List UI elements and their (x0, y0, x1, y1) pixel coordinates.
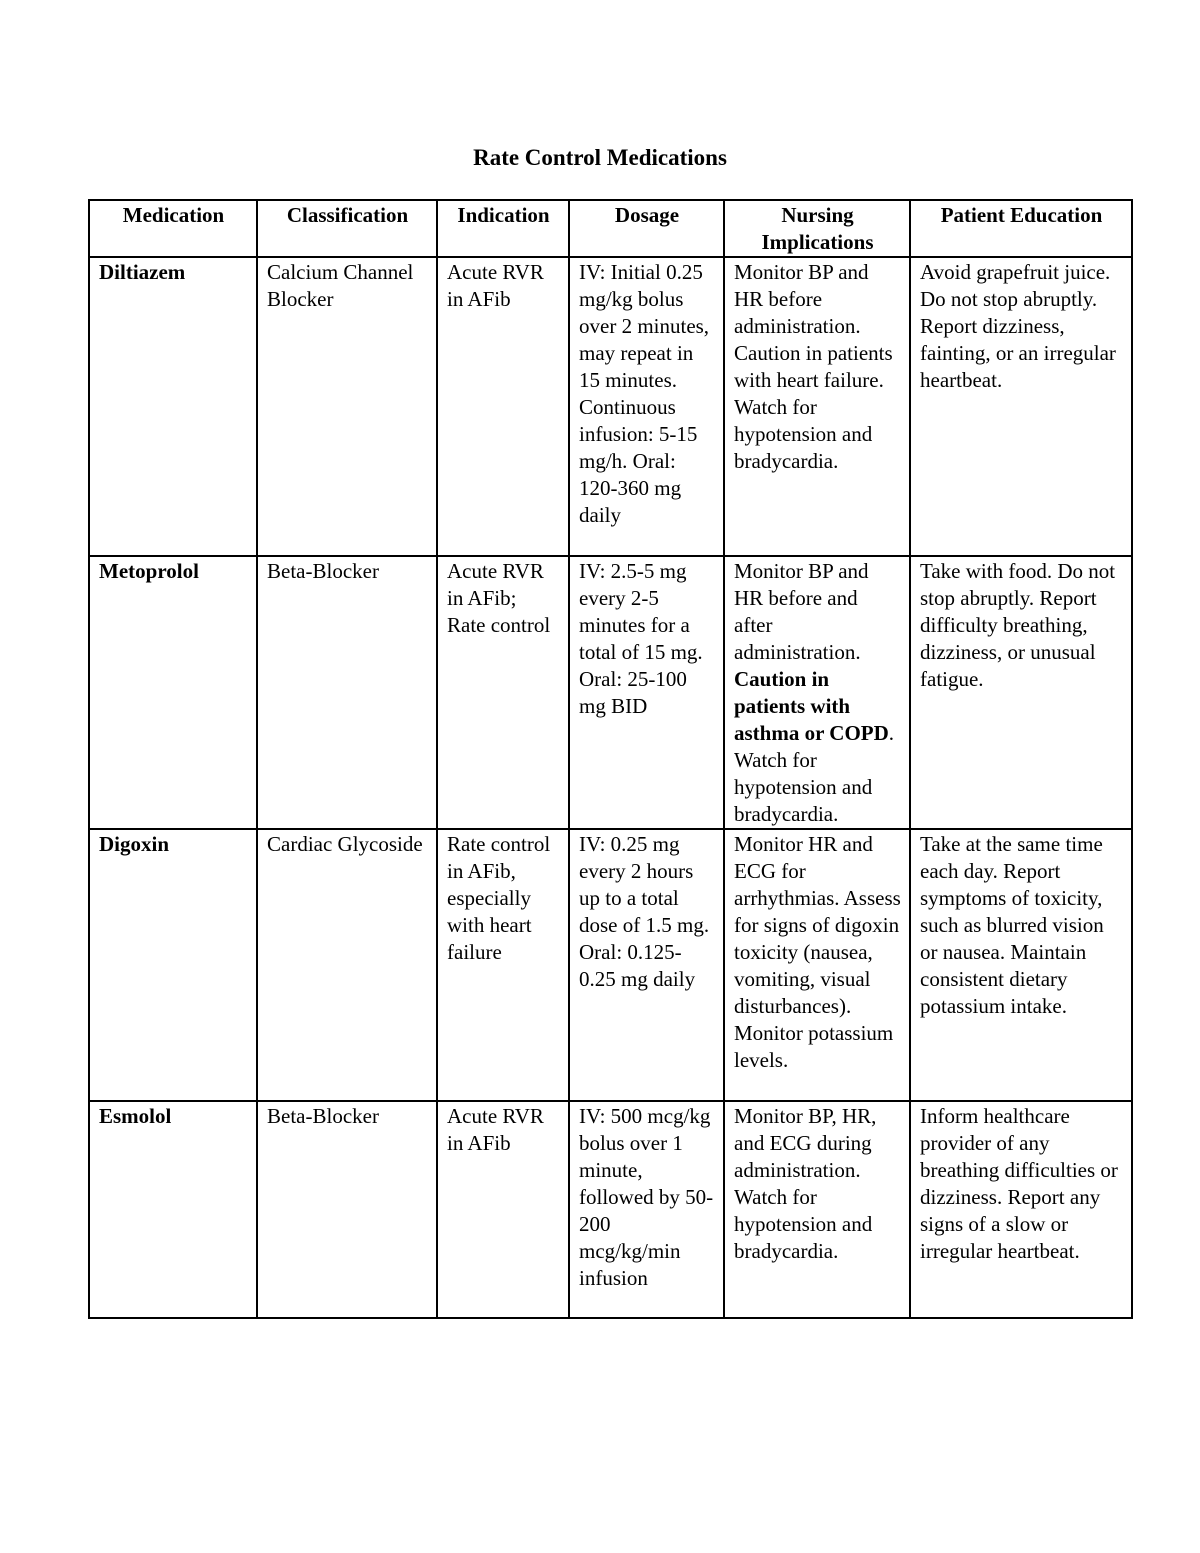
classification-cell: Beta-Blocker (257, 1101, 437, 1318)
dosage-cell: IV: 2.5-5 mg every 2-5 minutes for a total of 15 mg. Oral: 25-100 mg BID (569, 556, 724, 829)
column-header-classification: Classification (257, 200, 437, 257)
table-header-row (89, 200, 1132, 257)
table-row (89, 829, 1132, 1101)
nursing-text-post: . Watch for hypotension and bradycardia. (734, 721, 895, 826)
nursing-implications-cell (724, 829, 910, 1101)
classification-cell: Cardiac Glycoside (257, 829, 437, 1101)
classification-cell: Beta-Blocker (257, 556, 437, 829)
dosage-cell: IV: 0.25 mg every 2 hours up to a total dose of 1.5 mg. Oral: 0.125-0.25 mg daily (569, 829, 724, 1101)
medications-table (88, 199, 1133, 1319)
medication-cell: Metoprolol (89, 556, 257, 829)
dosage-cell: IV: 500 mcg/kg bolus over 1 minute, followed by 50-200 mcg/kg/min infusion (569, 1101, 724, 1318)
nursing-text: Monitor BP and HR before administration. Caution in patients with heart failure. Watch for hypotension and bradycardia. (734, 260, 893, 473)
column-header-patient-education: Patient Education (910, 200, 1132, 257)
nursing-text: Monitor HR and ECG for arrhythmias. Assess for signs of digoxin toxicity (nausea, vomiting, visual disturbances). Monitor potassium levels. (734, 832, 901, 1072)
nursing-implications-cell (724, 257, 910, 556)
classification-cell: Calcium Channel Blocker (257, 257, 437, 556)
indication-cell: Acute RVR in AFib (437, 257, 569, 556)
patient-education-cell: Inform healthcare provider of any breathing difficulties or dizziness. Report any signs of a slow or irregular heartbeat. (910, 1101, 1132, 1318)
indication-cell: Rate control in AFib, especially with heart failure (437, 829, 569, 1101)
table-row (89, 556, 1132, 829)
nursing-bold-text: Caution in patients with asthma or COPD (734, 667, 889, 745)
column-header-dosage: Dosage (569, 200, 724, 257)
medication-cell: Digoxin (89, 829, 257, 1101)
nursing-implications-cell (724, 1101, 910, 1318)
indication-cell: Acute RVR in AFib (437, 1101, 569, 1318)
column-header-indication: Indication (437, 200, 569, 257)
medication-cell: Diltiazem (89, 257, 257, 556)
medication-cell: Esmolol (89, 1101, 257, 1318)
column-header-nursing-implications: Nursing Implications (724, 200, 910, 257)
column-header-medication: Medication (89, 200, 257, 257)
indication-cell: Acute RVR in AFib; Rate control (437, 556, 569, 829)
table-row (89, 257, 1132, 556)
table-row (89, 1101, 1132, 1318)
patient-education-cell: Avoid grapefruit juice. Do not stop abruptly. Report dizziness, fainting, or an irregular heartbeat. (910, 257, 1132, 556)
nursing-text: Monitor BP, HR, and ECG during administration. Watch for hypotension and bradycardia. (734, 1104, 877, 1263)
nursing-text: Monitor BP and HR before and after administration. (734, 559, 869, 664)
page-title: Rate Control Medications (473, 145, 727, 170)
patient-education-cell: Take with food. Do not stop abruptly. Report difficulty breathing, dizziness, or unusual fatigue. (910, 556, 1132, 829)
dosage-cell: IV: Initial 0.25 mg/kg bolus over 2 minutes, may repeat in 15 minutes. Continuous infusion: 5-15 mg/h. Oral: 120-360 mg daily (569, 257, 724, 556)
nursing-implications-cell (724, 556, 910, 829)
patient-education-cell: Take at the same time each day. Report symptoms of toxicity, such as blurred vision or nausea. Maintain consistent dietary potassium intake. (910, 829, 1132, 1101)
